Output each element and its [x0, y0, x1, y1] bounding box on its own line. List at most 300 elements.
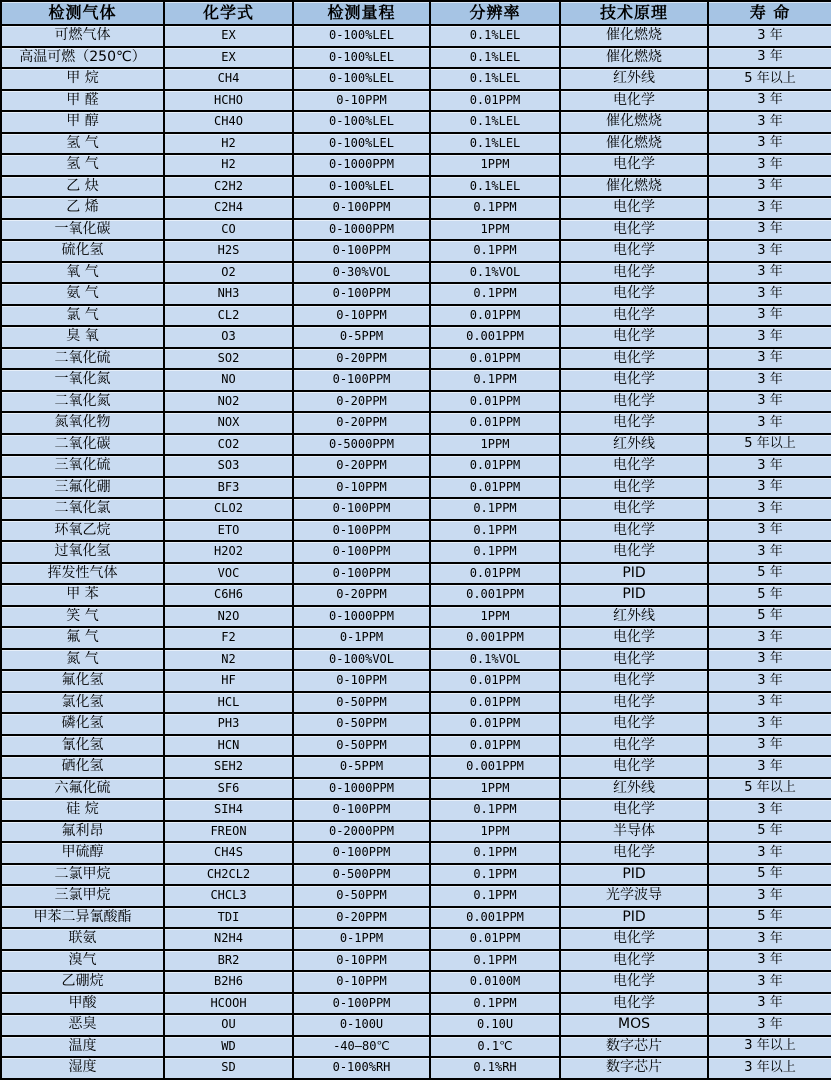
- cell-range: 0-100%RH: [293, 1057, 430, 1079]
- table-row: [1, 412, 831, 434]
- cell-gas: 挥发性气体: [1, 563, 164, 585]
- cell-range: 0-1000PPM: [293, 219, 430, 241]
- table-row: [1, 606, 831, 628]
- cell-range: 0-5PPM: [293, 326, 430, 348]
- cell-formula: C2H2: [164, 176, 293, 198]
- cell-formula: F2: [164, 627, 293, 649]
- cell-gas: 二氯甲烷: [1, 864, 164, 886]
- cell-range: 0-100%VOL: [293, 649, 430, 671]
- cell-resolution: 0.001PPM: [430, 326, 560, 348]
- cell-gas: 溴气: [1, 950, 164, 972]
- cell-resolution: 0.1PPM: [430, 842, 560, 864]
- cell-principle: PID: [560, 584, 708, 606]
- cell-range: 0-50PPM: [293, 713, 430, 735]
- cell-range: 0-100PPM: [293, 799, 430, 821]
- cell-lifespan: 3 年: [708, 971, 831, 993]
- cell-principle: 电化学: [560, 412, 708, 434]
- cell-range: 0-100%LEL: [293, 133, 430, 155]
- cell-gas: 一氧化碳: [1, 219, 164, 241]
- cell-lifespan: 3 年: [708, 950, 831, 972]
- table-row: [1, 1036, 831, 1058]
- cell-lifespan: 5 年: [708, 584, 831, 606]
- cell-lifespan: 3 年: [708, 154, 831, 176]
- cell-range: 0-100PPM: [293, 520, 430, 542]
- cell-formula: H2O2: [164, 541, 293, 563]
- cell-principle: PID: [560, 907, 708, 929]
- cell-range: 0-20PPM: [293, 348, 430, 370]
- table-row: [1, 993, 831, 1015]
- cell-resolution: 0.1PPM: [430, 240, 560, 262]
- cell-principle: 电化学: [560, 692, 708, 714]
- table-row: [1, 197, 831, 219]
- cell-lifespan: 3 年: [708, 928, 831, 950]
- cell-principle: 催化燃烧: [560, 25, 708, 47]
- cell-gas: 甲苯二异氰酸酯: [1, 907, 164, 929]
- table-row: [1, 950, 831, 972]
- cell-principle: 数字芯片: [560, 1036, 708, 1058]
- cell-range: 0-5PPM: [293, 756, 430, 778]
- cell-resolution: 0.1PPM: [430, 197, 560, 219]
- cell-formula: VOC: [164, 563, 293, 585]
- cell-resolution: 0.1PPM: [430, 864, 560, 886]
- cell-resolution: 0.01PPM: [430, 455, 560, 477]
- cell-resolution: 0.01PPM: [430, 412, 560, 434]
- cell-lifespan: 3 年: [708, 90, 831, 112]
- cell-gas: 过氧化氢: [1, 541, 164, 563]
- cell-principle: PID: [560, 563, 708, 585]
- cell-resolution: 0.0100M: [430, 971, 560, 993]
- cell-principle: 电化学: [560, 713, 708, 735]
- cell-gas: 高温可燃（250℃）: [1, 47, 164, 69]
- cell-gas: 恶臭: [1, 1014, 164, 1036]
- cell-principle: PID: [560, 864, 708, 886]
- cell-lifespan: 5 年以上: [708, 434, 831, 456]
- cell-lifespan: 3 年: [708, 842, 831, 864]
- cell-principle: 电化学: [560, 756, 708, 778]
- table-row: [1, 133, 831, 155]
- cell-resolution: 0.1PPM: [430, 283, 560, 305]
- cell-lifespan: 3 年: [708, 735, 831, 757]
- cell-gas: 二氧化硫: [1, 348, 164, 370]
- cell-gas: 环氧乙烷: [1, 520, 164, 542]
- table-row: [1, 756, 831, 778]
- cell-lifespan: 3 年: [708, 498, 831, 520]
- table-row: [1, 391, 831, 413]
- cell-formula: SEH2: [164, 756, 293, 778]
- cell-lifespan: 3 年: [708, 305, 831, 327]
- cell-lifespan: 3 年: [708, 283, 831, 305]
- cell-principle: 电化学: [560, 520, 708, 542]
- cell-formula: CHCL3: [164, 885, 293, 907]
- table-row: [1, 369, 831, 391]
- cell-gas: 氢 气: [1, 133, 164, 155]
- cell-lifespan: 5 年: [708, 864, 831, 886]
- cell-lifespan: 3 年: [708, 756, 831, 778]
- cell-principle: 催化燃烧: [560, 176, 708, 198]
- cell-range: 0-50PPM: [293, 735, 430, 757]
- cell-gas: 硫化氢: [1, 240, 164, 262]
- column-header-lifespan: 寿 命: [708, 1, 831, 25]
- cell-lifespan: 3 年以上: [708, 1057, 831, 1079]
- cell-formula: SO2: [164, 348, 293, 370]
- cell-formula: CO: [164, 219, 293, 241]
- cell-formula: SD: [164, 1057, 293, 1079]
- cell-principle: 电化学: [560, 240, 708, 262]
- cell-range: 0-50PPM: [293, 885, 430, 907]
- table-row: [1, 778, 831, 800]
- cell-lifespan: 3 年: [708, 885, 831, 907]
- cell-principle: 电化学: [560, 197, 708, 219]
- cell-principle: 电化学: [560, 928, 708, 950]
- cell-range: 0-100PPM: [293, 842, 430, 864]
- table-row: [1, 692, 831, 714]
- cell-range: 0-20PPM: [293, 455, 430, 477]
- cell-resolution: 0.1PPM: [430, 498, 560, 520]
- cell-resolution: 1PPM: [430, 154, 560, 176]
- table-row: [1, 563, 831, 585]
- table-row: [1, 842, 831, 864]
- cell-resolution: 0.1℃: [430, 1036, 560, 1058]
- table-row: [1, 219, 831, 241]
- cell-resolution: 0.1PPM: [430, 885, 560, 907]
- cell-resolution: 0.01PPM: [430, 477, 560, 499]
- cell-gas: 氰化氢: [1, 735, 164, 757]
- cell-lifespan: 3 年: [708, 627, 831, 649]
- cell-lifespan: 3 年: [708, 111, 831, 133]
- cell-resolution: 0.1PPM: [430, 993, 560, 1015]
- table-row: [1, 90, 831, 112]
- cell-lifespan: 3 年: [708, 541, 831, 563]
- cell-gas: 三氧化硫: [1, 455, 164, 477]
- cell-formula: PH3: [164, 713, 293, 735]
- cell-range: 0-100PPM: [293, 541, 430, 563]
- cell-lifespan: 3 年: [708, 240, 831, 262]
- column-header-resolution: 分辨率: [430, 1, 560, 25]
- table-row: [1, 799, 831, 821]
- cell-resolution: 0.1PPM: [430, 520, 560, 542]
- cell-gas: 甲酸: [1, 993, 164, 1015]
- cell-formula: H2S: [164, 240, 293, 262]
- cell-gas: 联氨: [1, 928, 164, 950]
- table-row: [1, 262, 831, 284]
- cell-resolution: 0.01PPM: [430, 348, 560, 370]
- table-row: [1, 477, 831, 499]
- cell-principle: MOS: [560, 1014, 708, 1036]
- cell-formula: CO2: [164, 434, 293, 456]
- cell-range: 0-100%LEL: [293, 111, 430, 133]
- cell-range: -40—80℃: [293, 1036, 430, 1058]
- cell-gas: 氨 气: [1, 283, 164, 305]
- cell-principle: 电化学: [560, 627, 708, 649]
- cell-gas: 甲 苯: [1, 584, 164, 606]
- cell-principle: 数字芯片: [560, 1057, 708, 1079]
- cell-range: 0-10PPM: [293, 90, 430, 112]
- cell-range: 0-20PPM: [293, 584, 430, 606]
- cell-lifespan: 5 年以上: [708, 68, 831, 90]
- cell-gas: 乙 炔: [1, 176, 164, 198]
- cell-lifespan: 3 年: [708, 391, 831, 413]
- cell-gas: 氮氧化物: [1, 412, 164, 434]
- table-row: [1, 1014, 831, 1036]
- table-row: [1, 627, 831, 649]
- column-header-principle: 技术原理: [560, 1, 708, 25]
- cell-range: 0-100PPM: [293, 283, 430, 305]
- table-row: [1, 498, 831, 520]
- cell-gas: 三氯甲烷: [1, 885, 164, 907]
- cell-range: 0-30%VOL: [293, 262, 430, 284]
- cell-range: 0-50PPM: [293, 692, 430, 714]
- cell-lifespan: 5 年以上: [708, 778, 831, 800]
- cell-principle: 电化学: [560, 649, 708, 671]
- table-row: [1, 68, 831, 90]
- cell-gas: 六氟化硫: [1, 778, 164, 800]
- cell-resolution: 0.01PPM: [430, 563, 560, 585]
- table-row: [1, 821, 831, 843]
- cell-gas: 磷化氢: [1, 713, 164, 735]
- cell-formula: CH2CL2: [164, 864, 293, 886]
- cell-range: 0-10PPM: [293, 971, 430, 993]
- cell-principle: 红外线: [560, 778, 708, 800]
- cell-resolution: 0.01PPM: [430, 713, 560, 735]
- cell-principle: 红外线: [560, 434, 708, 456]
- cell-lifespan: 3 年: [708, 176, 831, 198]
- cell-principle: 电化学: [560, 391, 708, 413]
- cell-lifespan: 3 年: [708, 477, 831, 499]
- cell-formula: HCOOH: [164, 993, 293, 1015]
- cell-lifespan: 5 年: [708, 907, 831, 929]
- table-row: [1, 47, 831, 69]
- cell-principle: 电化学: [560, 262, 708, 284]
- cell-resolution: 1PPM: [430, 434, 560, 456]
- cell-gas: 甲 烷: [1, 68, 164, 90]
- cell-lifespan: 3 年: [708, 348, 831, 370]
- cell-gas: 湿度: [1, 1057, 164, 1079]
- cell-resolution: 0.1%LEL: [430, 25, 560, 47]
- table-row: [1, 283, 831, 305]
- cell-formula: BF3: [164, 477, 293, 499]
- cell-principle: 电化学: [560, 154, 708, 176]
- cell-lifespan: 5 年: [708, 563, 831, 585]
- cell-resolution: 0.001PPM: [430, 756, 560, 778]
- cell-gas: 温度: [1, 1036, 164, 1058]
- cell-resolution: 0.1PPM: [430, 369, 560, 391]
- cell-formula: WD: [164, 1036, 293, 1058]
- cell-gas: 氟 气: [1, 627, 164, 649]
- cell-lifespan: 3 年: [708, 649, 831, 671]
- cell-resolution: 1PPM: [430, 606, 560, 628]
- cell-resolution: 0.1%LEL: [430, 47, 560, 69]
- table-row: [1, 584, 831, 606]
- cell-resolution: 0.01PPM: [430, 90, 560, 112]
- cell-formula: NOX: [164, 412, 293, 434]
- cell-gas: 氮 气: [1, 649, 164, 671]
- cell-formula: C2H4: [164, 197, 293, 219]
- table-row: [1, 885, 831, 907]
- cell-resolution: 0.1%LEL: [430, 133, 560, 155]
- cell-formula: EX: [164, 25, 293, 47]
- table-row: [1, 326, 831, 348]
- cell-range: 0-2000PPM: [293, 821, 430, 843]
- table-row: [1, 348, 831, 370]
- table-row: [1, 907, 831, 929]
- cell-resolution: 0.01PPM: [430, 928, 560, 950]
- cell-range: 0-1PPM: [293, 928, 430, 950]
- cell-lifespan: 3 年: [708, 47, 831, 69]
- cell-principle: 电化学: [560, 799, 708, 821]
- cell-formula: O2: [164, 262, 293, 284]
- cell-range: 0-100%LEL: [293, 176, 430, 198]
- table-row: [1, 735, 831, 757]
- cell-range: 0-100PPM: [293, 197, 430, 219]
- cell-formula: CH4O: [164, 111, 293, 133]
- cell-principle: 电化学: [560, 950, 708, 972]
- cell-range: 0-10PPM: [293, 477, 430, 499]
- cell-principle: 电化学: [560, 455, 708, 477]
- cell-lifespan: 3 年: [708, 326, 831, 348]
- cell-range: 0-20PPM: [293, 412, 430, 434]
- cell-range: 0-1000PPM: [293, 154, 430, 176]
- column-header-gas: 检测气体: [1, 1, 164, 25]
- cell-principle: 电化学: [560, 369, 708, 391]
- cell-lifespan: 3 年: [708, 692, 831, 714]
- cell-resolution: 0.1PPM: [430, 799, 560, 821]
- cell-formula: H2: [164, 154, 293, 176]
- cell-formula: NO2: [164, 391, 293, 413]
- cell-lifespan: 3 年: [708, 197, 831, 219]
- cell-gas: 氯 气: [1, 305, 164, 327]
- cell-resolution: 1PPM: [430, 821, 560, 843]
- cell-gas: 三氟化硼: [1, 477, 164, 499]
- table-row: [1, 455, 831, 477]
- cell-gas: 甲 醇: [1, 111, 164, 133]
- cell-range: 0-100%LEL: [293, 25, 430, 47]
- cell-formula: HCL: [164, 692, 293, 714]
- cell-formula: CH4S: [164, 842, 293, 864]
- cell-range: 0-500PPM: [293, 864, 430, 886]
- cell-formula: SO3: [164, 455, 293, 477]
- cell-resolution: 0.01PPM: [430, 735, 560, 757]
- cell-principle: 电化学: [560, 348, 708, 370]
- cell-formula: HCN: [164, 735, 293, 757]
- cell-principle: 电化学: [560, 305, 708, 327]
- cell-range: 0-10PPM: [293, 305, 430, 327]
- cell-lifespan: 3 年: [708, 412, 831, 434]
- cell-gas: 二氧化氯: [1, 498, 164, 520]
- cell-formula: TDI: [164, 907, 293, 929]
- cell-principle: 光学波导: [560, 885, 708, 907]
- cell-principle: 电化学: [560, 219, 708, 241]
- cell-resolution: 0.1%VOL: [430, 262, 560, 284]
- cell-gas: 硅 烷: [1, 799, 164, 821]
- cell-range: 0-100PPM: [293, 498, 430, 520]
- cell-formula: NH3: [164, 283, 293, 305]
- table-row: [1, 520, 831, 542]
- cell-gas: 氧 气: [1, 262, 164, 284]
- cell-formula: H2: [164, 133, 293, 155]
- cell-principle: 电化学: [560, 541, 708, 563]
- cell-resolution: 1PPM: [430, 778, 560, 800]
- column-header-range: 检测量程: [293, 1, 430, 25]
- table-row: [1, 971, 831, 993]
- table-row: [1, 25, 831, 47]
- cell-resolution: 0.1PPM: [430, 950, 560, 972]
- cell-gas: 臭 氧: [1, 326, 164, 348]
- cell-principle: 电化学: [560, 283, 708, 305]
- cell-formula: N2: [164, 649, 293, 671]
- cell-principle: 半导体: [560, 821, 708, 843]
- cell-range: 0-1PPM: [293, 627, 430, 649]
- cell-range: 0-100%LEL: [293, 68, 430, 90]
- cell-formula: CL2: [164, 305, 293, 327]
- cell-formula: CH4: [164, 68, 293, 90]
- cell-principle: 催化燃烧: [560, 133, 708, 155]
- cell-formula: SF6: [164, 778, 293, 800]
- cell-lifespan: 5 年: [708, 821, 831, 843]
- table-row: [1, 240, 831, 262]
- cell-gas: 氟化氢: [1, 670, 164, 692]
- cell-principle: 电化学: [560, 993, 708, 1015]
- cell-resolution: 0.01PPM: [430, 305, 560, 327]
- cell-gas: 氢 气: [1, 154, 164, 176]
- cell-principle: 红外线: [560, 606, 708, 628]
- cell-formula: ETO: [164, 520, 293, 542]
- cell-resolution: 0.01PPM: [430, 670, 560, 692]
- cell-formula: FREON: [164, 821, 293, 843]
- cell-range: 0-10PPM: [293, 950, 430, 972]
- cell-gas: 氯化氢: [1, 692, 164, 714]
- table-row: [1, 541, 831, 563]
- cell-range: 0-100PPM: [293, 993, 430, 1015]
- table-row: [1, 1057, 831, 1079]
- cell-principle: 催化燃烧: [560, 47, 708, 69]
- cell-lifespan: 5 年: [708, 606, 831, 628]
- cell-resolution: 0.01PPM: [430, 391, 560, 413]
- table-row: [1, 670, 831, 692]
- cell-gas: 乙硼烷: [1, 971, 164, 993]
- cell-resolution: 0.1%LEL: [430, 176, 560, 198]
- cell-formula: HF: [164, 670, 293, 692]
- cell-resolution: 0.10U: [430, 1014, 560, 1036]
- cell-gas: 一氧化氮: [1, 369, 164, 391]
- cell-formula: HCHO: [164, 90, 293, 112]
- cell-range: 0-100PPM: [293, 240, 430, 262]
- cell-lifespan: 3 年: [708, 993, 831, 1015]
- cell-principle: 电化学: [560, 842, 708, 864]
- cell-formula: EX: [164, 47, 293, 69]
- table-row: [1, 305, 831, 327]
- cell-formula: B2H6: [164, 971, 293, 993]
- cell-principle: 电化学: [560, 477, 708, 499]
- cell-gas: 笑 气: [1, 606, 164, 628]
- cell-formula: CLO2: [164, 498, 293, 520]
- cell-resolution: 0.1%VOL: [430, 649, 560, 671]
- table-row: [1, 928, 831, 950]
- cell-principle: 电化学: [560, 971, 708, 993]
- cell-principle: 电化学: [560, 90, 708, 112]
- cell-gas: 甲硫醇: [1, 842, 164, 864]
- cell-range: 0-100PPM: [293, 563, 430, 585]
- cell-range: 0-1000PPM: [293, 778, 430, 800]
- table-row: [1, 864, 831, 886]
- cell-resolution: 0.1PPM: [430, 541, 560, 563]
- cell-formula: SIH4: [164, 799, 293, 821]
- cell-resolution: 0.001PPM: [430, 584, 560, 606]
- table-row: [1, 154, 831, 176]
- cell-resolution: 0.001PPM: [430, 627, 560, 649]
- table-row: [1, 434, 831, 456]
- cell-principle: 电化学: [560, 735, 708, 757]
- cell-lifespan: 3 年: [708, 1014, 831, 1036]
